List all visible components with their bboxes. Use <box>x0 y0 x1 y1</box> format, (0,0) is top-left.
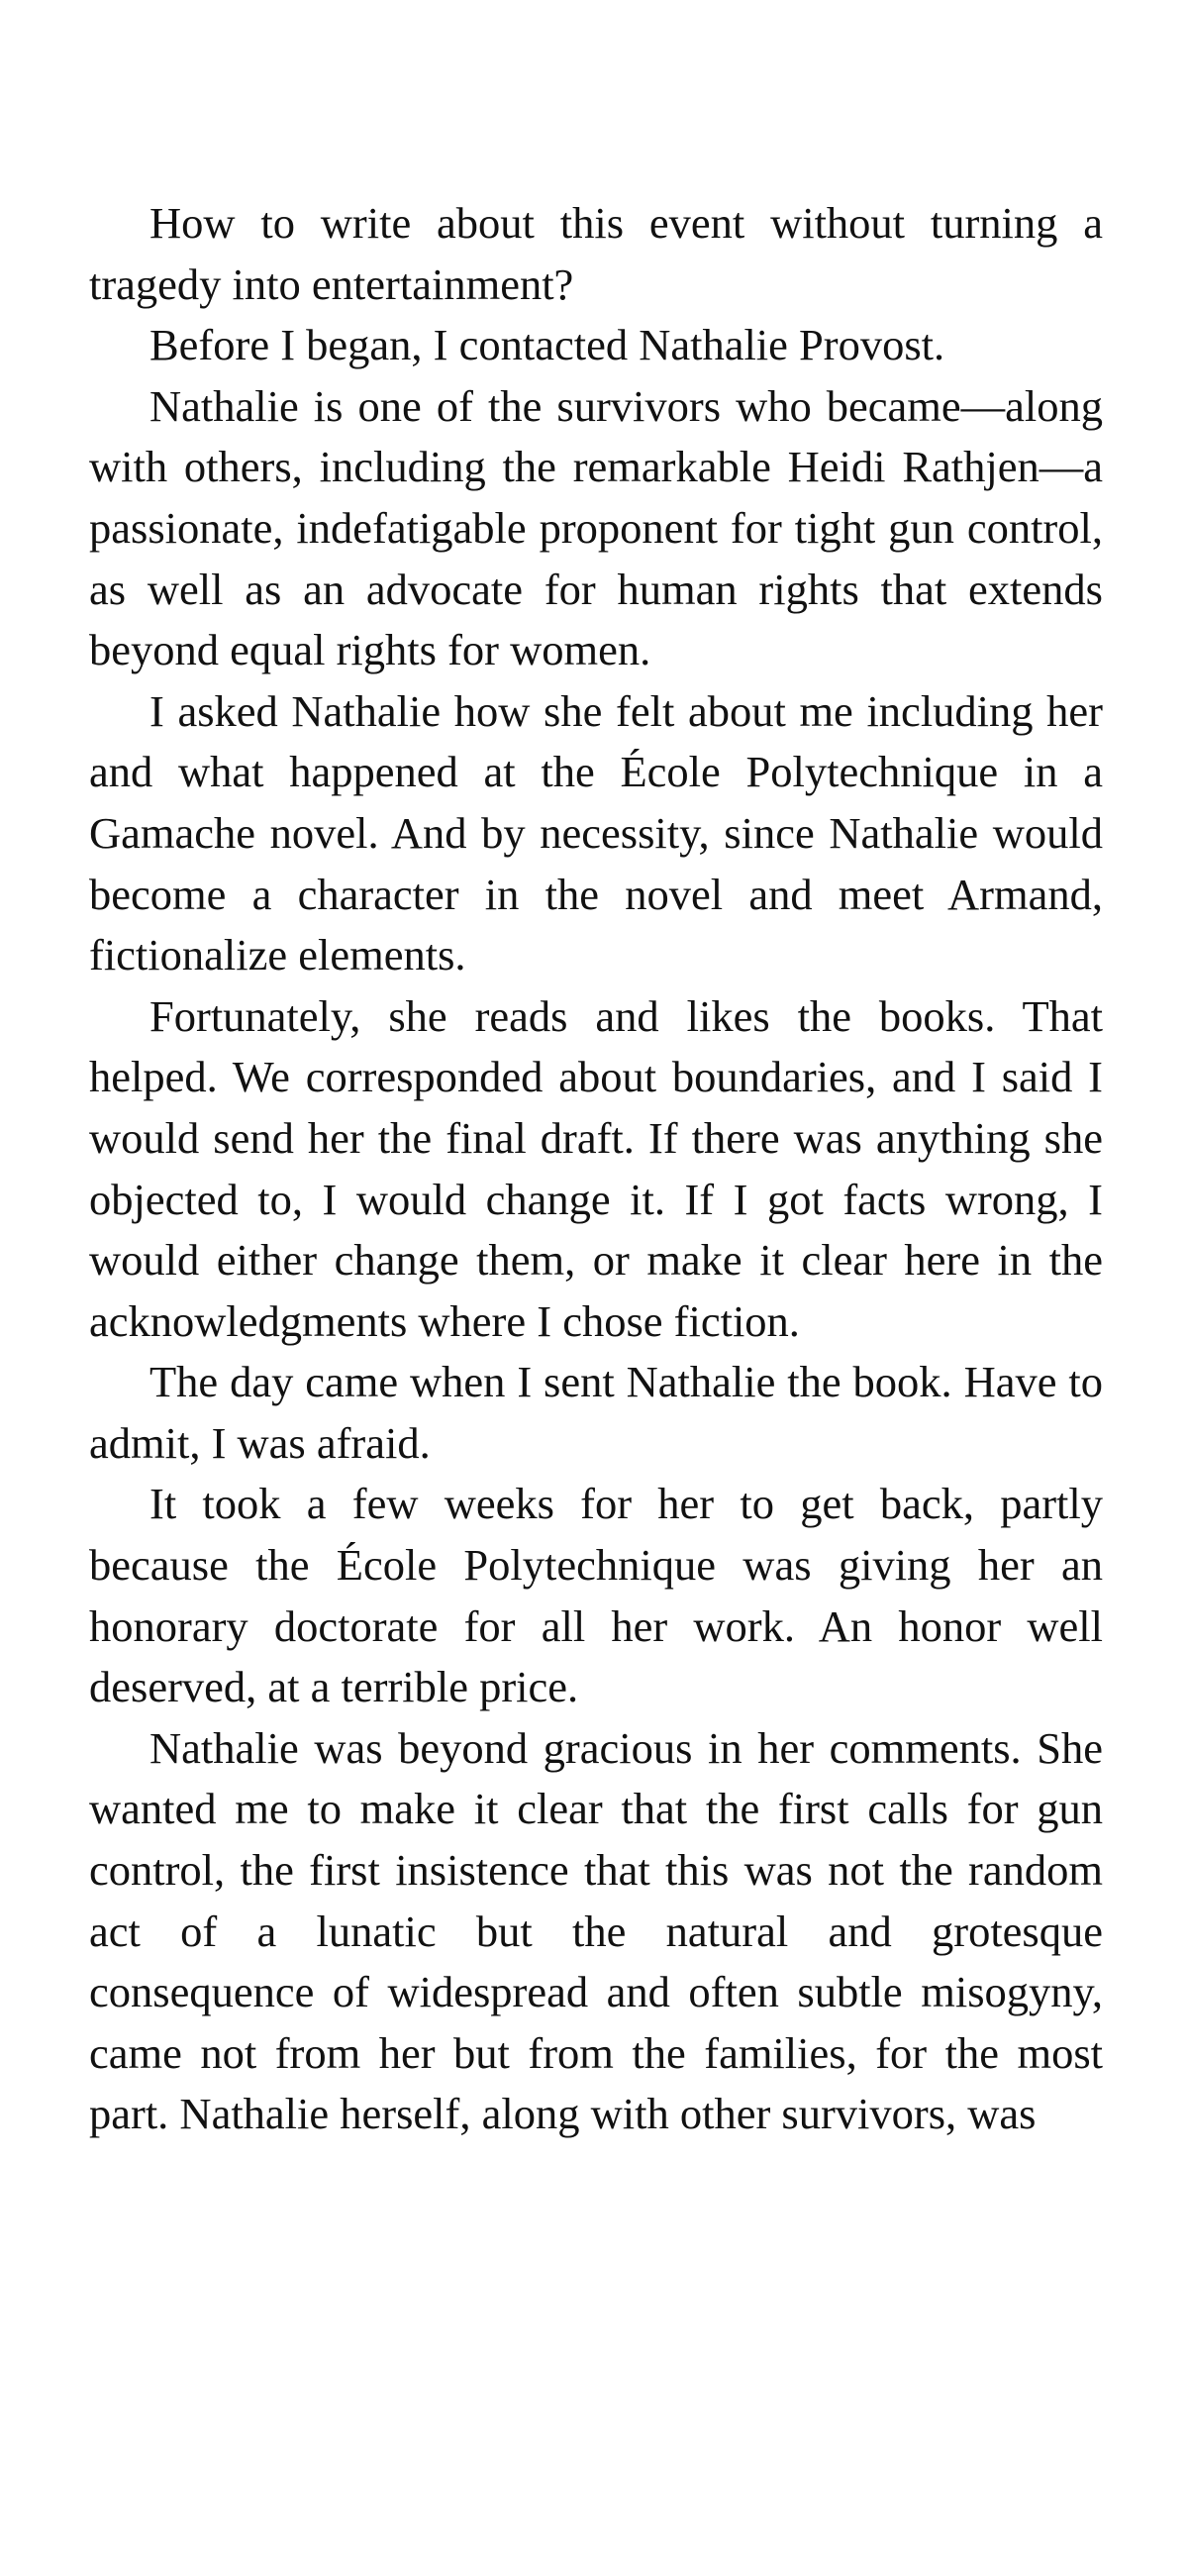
paragraph: The day came when I sent Nathalie the book. Have to admit, I was afraid. <box>89 1357 1103 1468</box>
paragraph: It took a few weeks for her to get back, partly because the École Polytechnique was giving her an honorary doctorate for all her work. An honor well deserved, at a terrible price. <box>89 1479 1103 1712</box>
paragraph: How to write about this event without turning a tragedy into entertainment? <box>89 198 1103 309</box>
paragraph: Before I began, I contacted Nathalie Provost. <box>149 320 945 370</box>
paragraph: Nathalie is one of the survivors who became—along with others, including the remarkable Heidi Rathjen—a passionate, indefatigable proponent for tight gun control, as well as an advocate for human rights that extends beyond equal rights for women. <box>89 380 1103 675</box>
paragraph: Nathalie was beyond gracious in her comments. She wanted me to make it clear that the first calls for gun control, the first insistence that this was not the random act of a lunatic but the natural and grotesque consequence of widespread and often subtle misogyny, came not from her but from the families, for the most part. Nathalie herself, along with other survivors, was <box>89 1722 1103 2139</box>
page-text <box>89 193 1103 2145</box>
paragraph: I asked Nathalie how she felt about me including her and what happened at the École Polytechnique in a Gamache novel. And by necessity, since Nathalie would become a character in the novel and meet Armand, fictionalize elements. <box>89 685 1103 980</box>
paragraph: Fortunately, she reads and likes the books. That helped. We corresponded about boundaries, and I said I would send her the final draft. If there was anything she objected to, I would change it. If I got facts wrong, I would either change them, or make it clear here in the acknowledgments where I chose fiction. <box>89 990 1103 1346</box>
